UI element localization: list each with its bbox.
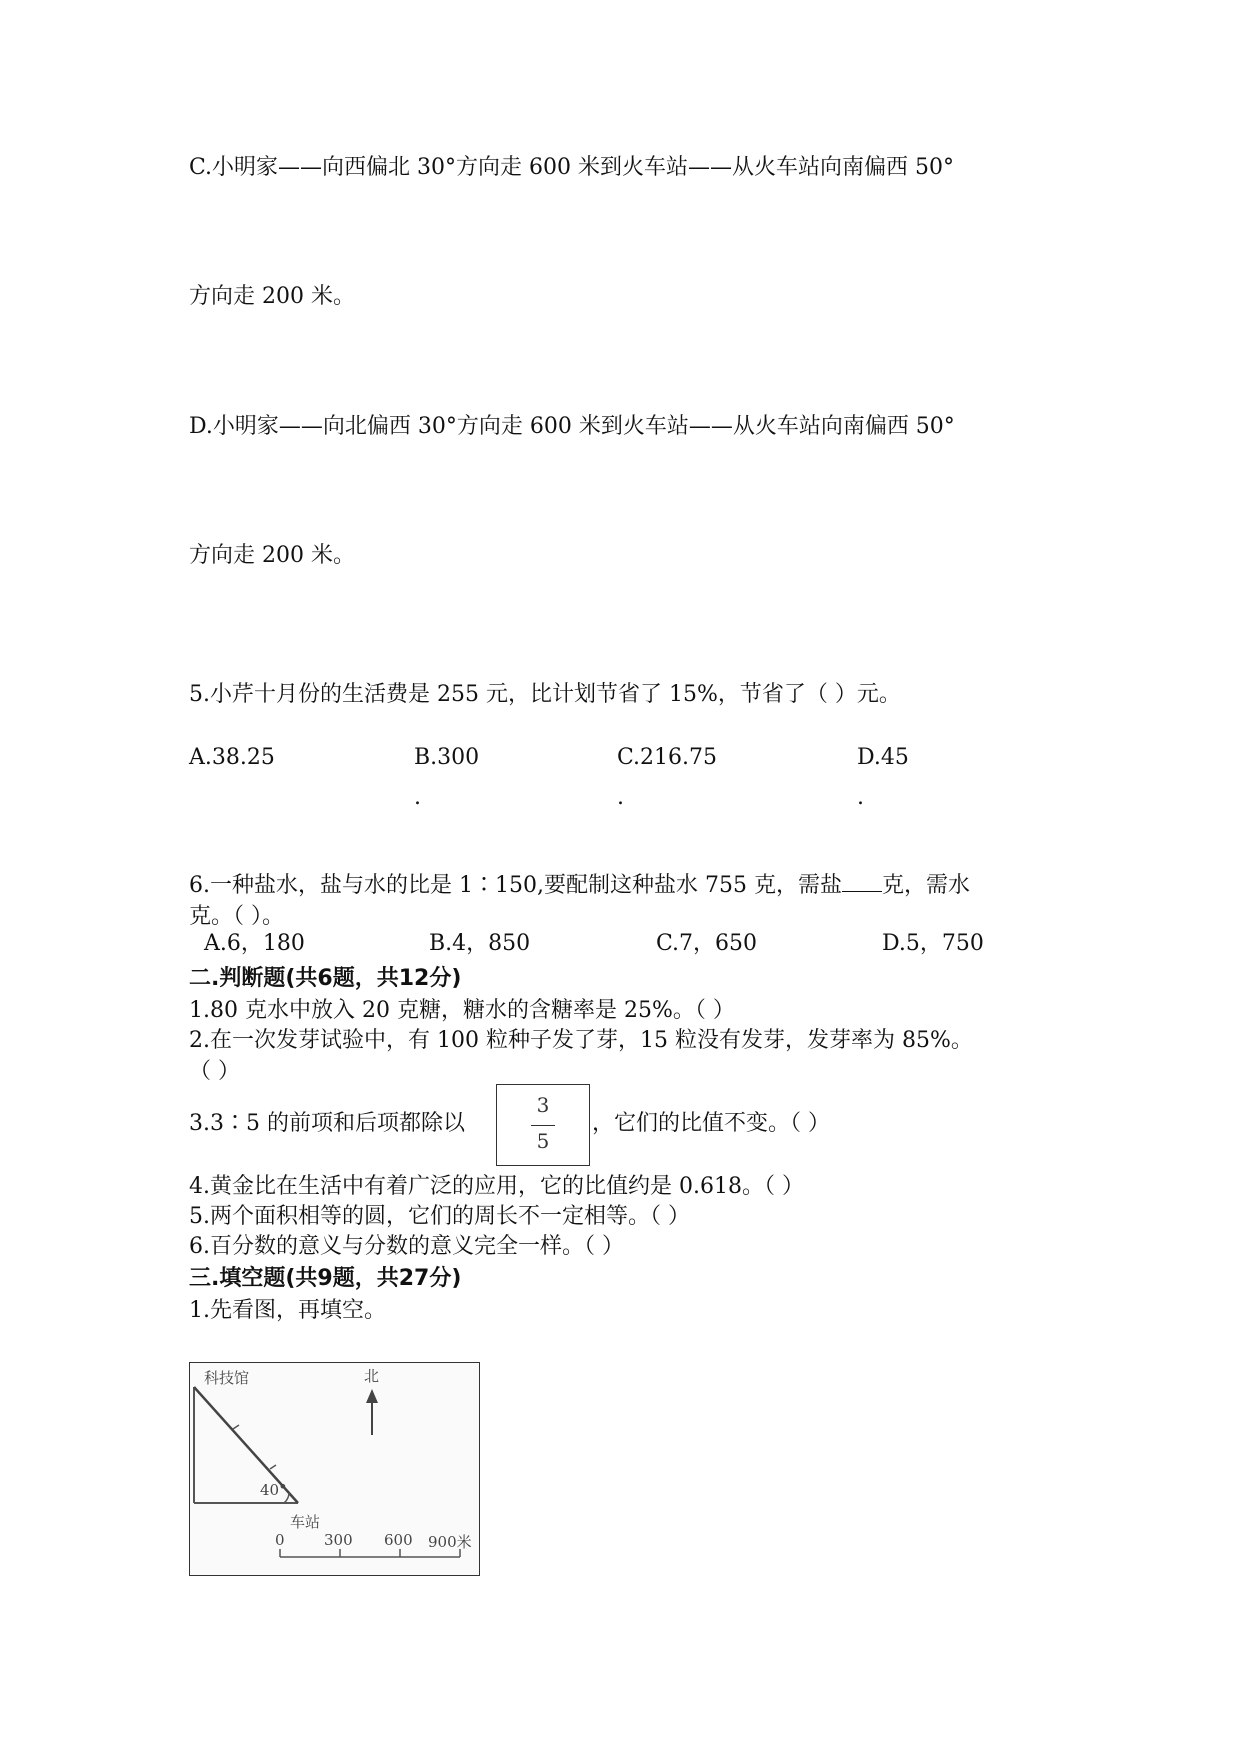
judge-item-2: 2.在一次发芽试验中，有 100 粒种子发了芽，15 粒没有发芽，发芽率为 85%。 xyxy=(189,1028,973,1053)
q4-option-c-line1: C.小明家——向西偏北 30°方向走 600 米到火车站——从火车站向南偏西 50° xyxy=(189,155,954,180)
judge-item-4: 4.黄金比在生活中有着广泛的应用，它的比值约是 0.618。（ ） xyxy=(189,1174,804,1199)
q6-text-b: 克，需水 xyxy=(881,873,970,898)
q6-text-a: 6.一种盐水，盐与水的比是 1∶150,要配制这种盐水 755 克，需盐 xyxy=(189,873,842,898)
q5-option-a[interactable]: A.38.25 xyxy=(189,745,275,770)
judge-item-3-part1: 3.3∶5 的前项和后项都除以 xyxy=(189,1111,465,1136)
q4-option-d-line1: D.小明家——向北偏西 30°方向走 600 米到火车站——从火车站向南偏西 50° xyxy=(189,414,955,439)
q6-question-line2: 克。（ ）。 xyxy=(189,904,284,929)
fraction-box xyxy=(496,1084,590,1166)
q5-dot: . xyxy=(617,785,624,810)
q6-option-d[interactable]: D.5，750 xyxy=(882,931,984,956)
judge-item-3-part2: ，它们的比值不变。（ ） xyxy=(592,1111,830,1136)
map-label-angle: 40° xyxy=(260,1481,287,1499)
fraction-numerator: 3 xyxy=(536,1093,550,1117)
q6-option-c[interactable]: C.7，650 xyxy=(656,931,758,956)
q6-option-a[interactable]: A.6，180 xyxy=(204,931,305,956)
map-tick xyxy=(270,1465,276,1469)
map-label-museum: 科技馆 xyxy=(204,1369,250,1387)
direction-map xyxy=(189,1362,480,1576)
scale-label: 900米 xyxy=(428,1533,472,1551)
q4-option-c-line2: 方向走 200 米。 xyxy=(189,284,355,309)
q5-option-c[interactable]: C.216.75 xyxy=(617,745,718,770)
q5-option-b[interactable]: B.300 xyxy=(414,745,480,770)
judge-item-5: 5.两个面积相等的圆，它们的周长不一定相等。（ ） xyxy=(189,1204,690,1229)
q4-option-d-line2: 方向走 200 米。 xyxy=(189,543,355,568)
map-label-north: 北 xyxy=(364,1367,380,1385)
fraction-bar xyxy=(531,1125,555,1126)
map-tick xyxy=(233,1425,239,1429)
q6-question-line1 xyxy=(189,871,970,901)
q6-blank[interactable] xyxy=(842,873,882,892)
judge-item-1: 1.80 克水中放入 20 克糖，糖水的含糖率是 25%。（ ） xyxy=(189,998,735,1023)
section2-heading: 二.判断题(共6题，共12分) xyxy=(189,966,462,991)
fill-item-1: 1.先看图，再填空。 xyxy=(189,1298,386,1323)
judge-item-2-paren: （ ） xyxy=(189,1059,240,1084)
north-arrow-icon xyxy=(366,1389,378,1403)
q6-option-b[interactable]: B.4，850 xyxy=(429,931,531,956)
q5-question: 5.小芹十月份的生活费是 255 元，比计划节省了 15%，节省了（ ）元。 xyxy=(189,682,901,707)
section3-heading: 三.填空题(共9题，共27分) xyxy=(189,1266,462,1291)
q5-dot: . xyxy=(857,785,864,810)
judge-item-6: 6.百分数的意义与分数的意义完全一样。（ ） xyxy=(189,1234,624,1259)
q5-dot: . xyxy=(414,785,421,810)
scale-label: 300 xyxy=(324,1531,353,1549)
fraction-denominator: 5 xyxy=(536,1129,550,1153)
q5-option-d[interactable]: D.45 xyxy=(857,745,909,770)
scale-label: 0 xyxy=(275,1531,285,1549)
scale-label: 600 xyxy=(384,1531,413,1549)
map-label-station: 车站 xyxy=(290,1513,321,1531)
